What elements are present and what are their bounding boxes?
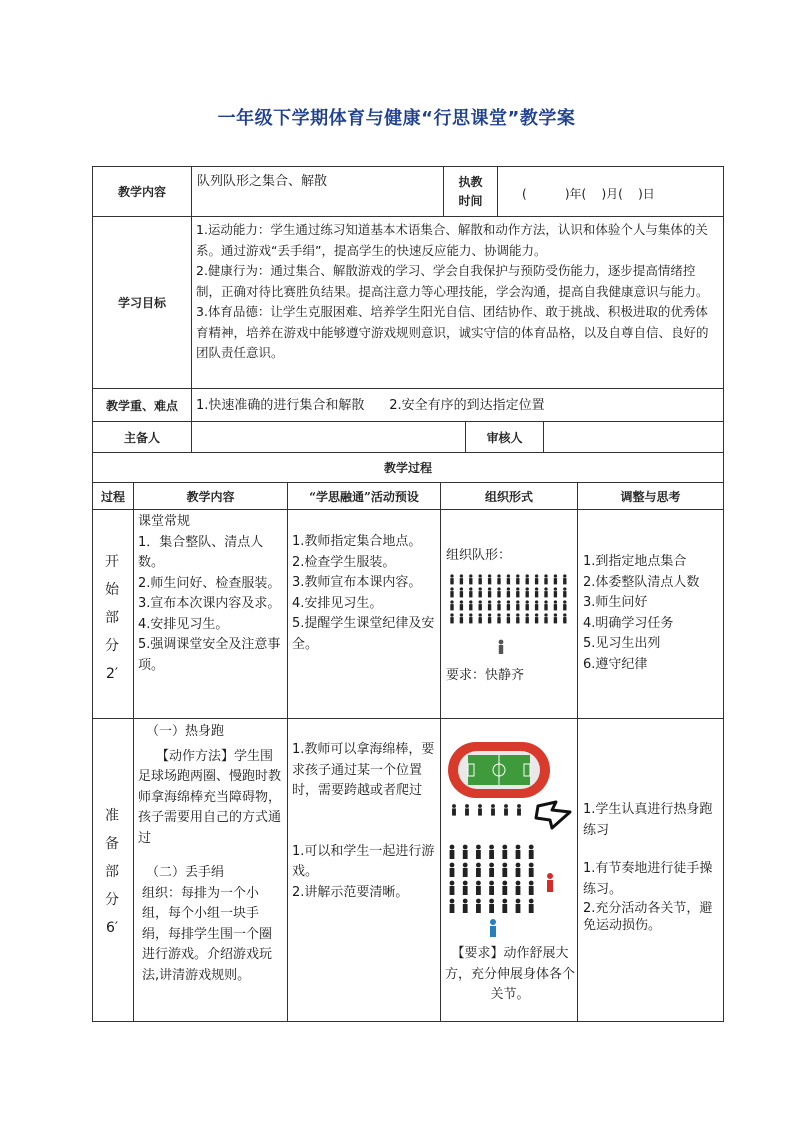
prepare-activity-line: 2.讲解示范要清晰。 <box>292 884 409 900</box>
student-figure <box>450 574 453 584</box>
prepare-content <box>138 722 284 986</box>
student-figure <box>479 574 482 584</box>
student-figure <box>497 587 500 597</box>
col-header-organization: 组织形式 <box>484 489 533 504</box>
student-figure <box>544 574 547 584</box>
prepare-content-line: 【动作方法】学生围足球场跑两圈、慢跑时教师拿海绵棒充当障碍物，孩子需要用自己的方式通过 <box>138 748 282 846</box>
start-reflection-line: 1.到指定地点集合 <box>583 554 687 569</box>
student-figure <box>502 899 507 913</box>
student-figure <box>526 613 529 623</box>
student-figure <box>450 613 453 623</box>
student-figure <box>504 804 508 816</box>
start-reflection-line: 3.师生问好 <box>583 595 648 610</box>
start-activity-line: 3.教师宣布本课内容。 <box>292 575 422 590</box>
student-figure <box>529 863 534 877</box>
time-value: ( )年( )月( )日 <box>522 187 655 201</box>
student-figure <box>516 600 519 610</box>
student-figure <box>516 587 519 597</box>
student-figure <box>479 600 482 610</box>
start-reflection <box>583 552 721 675</box>
student-figure <box>450 587 453 597</box>
start-reflection-line: 2.体委整队清点人数 <box>583 574 700 590</box>
student-figure <box>526 600 529 610</box>
student-figure <box>529 899 534 913</box>
student-figure <box>465 804 469 816</box>
teacher-figure <box>490 919 496 937</box>
prepare-activity-line: 1.教师可以拿海绵棒，要求孩子通过某一个位置时，需要跨越或者爬过 <box>292 742 435 798</box>
start-reflection-line: 6.遵守纪律 <box>583 656 648 672</box>
student-figure <box>526 574 529 584</box>
start-activity-line: 5.提醒学生课堂纪律及安全。 <box>292 616 435 652</box>
student-figure <box>517 804 521 816</box>
teacher-figure <box>499 640 504 654</box>
student-figure <box>544 613 547 623</box>
student-figure <box>502 881 507 895</box>
student-figure <box>516 899 521 913</box>
student-figure <box>469 600 472 610</box>
student-figure <box>476 899 481 913</box>
prepare-reflection <box>583 800 721 934</box>
student-figure <box>488 574 491 584</box>
prepare-content-line: （一）热身跑 <box>146 724 225 739</box>
student-figure <box>478 804 482 816</box>
goals-text <box>196 220 720 364</box>
student-figure <box>450 845 455 859</box>
content-label: 教学内容 <box>117 185 166 199</box>
goal-label: 学习目标 <box>117 296 166 310</box>
start-content-line: 课堂常规 <box>138 514 191 529</box>
start-org-requirement: 要求：快静齐 <box>446 668 525 683</box>
formation-diagram <box>448 572 572 658</box>
start-activity-line: 2.检查学生服装。 <box>292 554 396 570</box>
student-figure <box>535 600 538 610</box>
student-figure <box>491 804 495 816</box>
student-figure <box>516 574 519 584</box>
col-header-reflection: 调整与思考 <box>620 489 681 504</box>
student-figure <box>507 613 510 623</box>
student-figure <box>529 845 534 859</box>
time-label: 执教时间 <box>458 174 483 208</box>
student-figure <box>516 863 521 877</box>
student-figure <box>563 600 566 610</box>
goal-3: 3.体育品德：让学生克服困难、培养学生阳光自信、团结协作、敢于挑战、积极进取的优秀体育精神，培养在游戏中能够遵守游戏规则意识，诚实守信的体育品格，以及自尊自信、良好的团队责任意识。 <box>196 304 709 360</box>
student-figure <box>544 587 547 597</box>
student-figure <box>554 613 557 623</box>
start-activity <box>292 532 437 655</box>
prepare-org-requirement: 【要求】动作舒展大方，充分伸展身体各个关节。 <box>444 946 575 1002</box>
student-figure <box>529 881 534 895</box>
goal-1: 1.运动能力：学生通过练习知道基本术语集合、解散和动作方法，认识和体验个人与集体的关系。通过游戏“丢手绢”，提高学生的快速反应能力、协调能力。 <box>196 222 708 258</box>
student-figure <box>476 845 481 859</box>
document-title: 一年级下学期体育与健康“行思课堂”教学案 <box>217 108 576 129</box>
start-content-line: 3.宣布本次课内容及求。 <box>138 596 281 611</box>
prepare-content-line: （二）丢手绢 <box>146 865 225 880</box>
start-activity-line: 1.教师指定集合地点。 <box>292 534 422 549</box>
red-student-figure <box>547 873 553 892</box>
student-figure <box>502 845 507 859</box>
start-org-label: 组织队形： <box>446 548 512 563</box>
content-value: 队列队形之集合、解散 <box>197 174 328 189</box>
start-reflection-line: 4.明确学习任务 <box>583 615 674 631</box>
student-figure <box>450 600 453 610</box>
student-figure <box>507 600 510 610</box>
process-section-title: 教学过程 <box>383 461 432 475</box>
start-content <box>138 512 284 676</box>
student-figure <box>450 881 455 895</box>
student-figure <box>554 574 557 584</box>
student-figure <box>488 613 491 623</box>
student-figure <box>516 845 521 859</box>
student-figure <box>450 899 455 913</box>
prepare-content-line: 组织：每排为一个小组，每个小组一块手绢，每排学生围一个圈进行游戏。介绍游戏玩法,讲清游戏规则。 <box>142 885 273 983</box>
student-figure <box>535 587 538 597</box>
start-content-line: 5.强调课堂安全及注意事项。 <box>138 637 281 673</box>
student-figure <box>460 587 463 597</box>
student-figure <box>507 587 510 597</box>
student-figure <box>516 881 521 895</box>
student-figure <box>479 587 482 597</box>
student-figure <box>489 881 494 895</box>
prepare-activity <box>292 740 437 903</box>
student-figure <box>563 587 566 597</box>
student-figure <box>469 574 472 584</box>
prepare-reflection-line: 2.充分活动各关节，避免运动损伤。 <box>583 901 713 933</box>
start-content-line: 4.安排见习生。 <box>138 616 229 632</box>
prepare-reflection-line: 1.学生认真进行热身跑练习 <box>583 802 713 838</box>
student-figure <box>554 587 557 597</box>
prepare-reflection-line: 1.有节奏地进行徒手操练习。 <box>583 861 713 897</box>
stage-prepare: 准备部分6′ <box>105 808 119 936</box>
student-figure <box>502 863 507 877</box>
student-figure <box>526 587 529 597</box>
student-figure <box>488 600 491 610</box>
student-figure <box>497 613 500 623</box>
student-figure <box>479 613 482 623</box>
student-figure <box>463 899 468 913</box>
student-figure <box>450 863 455 877</box>
student-figure <box>563 574 566 584</box>
stage-start: 开始部分2′ <box>105 554 119 682</box>
running-track-diagram <box>446 740 574 832</box>
student-figure <box>489 845 494 859</box>
goal-2: 2.健康行为：通过集合、解散游戏的学习、学会自我保护与预防受伤能力，逐步提高情绪控制，正确对待比赛胜负结果。提高注意力等心理技能，学会沟通，提高自我健康意识与能力。 <box>196 263 709 299</box>
key-value: 1.快速准确的进行集合和解散 2.安全有序的到达指定位置 <box>196 398 545 413</box>
student-figure <box>535 574 538 584</box>
key-label: 教学重、难点 <box>105 398 178 413</box>
start-content-line: 2.师生问好、检查服装。 <box>138 575 281 591</box>
student-figure <box>476 863 481 877</box>
student-figure <box>497 574 500 584</box>
col-header-content: 教学内容 <box>186 489 235 504</box>
student-figure <box>460 613 463 623</box>
student-figure <box>452 804 456 816</box>
student-figure <box>469 613 472 623</box>
preparer-label: 主备人 <box>123 430 160 445</box>
student-figure <box>489 863 494 877</box>
student-figure <box>516 613 519 623</box>
start-reflection-line: 5.见习生出列 <box>583 636 661 651</box>
student-figure <box>463 845 468 859</box>
col-header-stage: 过程 <box>100 489 125 504</box>
start-activity-line: 4.安排见习生。 <box>292 595 383 611</box>
student-figure <box>476 881 481 895</box>
reviewer-label: 审核人 <box>486 430 523 445</box>
direction-arrow-icon <box>536 802 570 828</box>
student-figure <box>460 600 463 610</box>
student-figure <box>497 600 500 610</box>
game-formation-diagram <box>446 842 574 938</box>
student-figure <box>469 587 472 597</box>
start-content-line: 1．集合整队、清点人数。 <box>138 534 264 570</box>
student-figure <box>554 600 557 610</box>
student-figure <box>544 600 547 610</box>
student-figure <box>489 899 494 913</box>
student-figure <box>535 613 538 623</box>
student-figure <box>463 881 468 895</box>
student-figure <box>507 574 510 584</box>
student-figure <box>460 574 463 584</box>
prepare-activity-line: 1.可以和学生一起进行游戏。 <box>292 843 435 879</box>
student-figure <box>563 613 566 623</box>
student-figure <box>488 587 491 597</box>
student-figure <box>463 863 468 877</box>
col-header-activity: “学思融通”活动预设 <box>309 489 419 504</box>
